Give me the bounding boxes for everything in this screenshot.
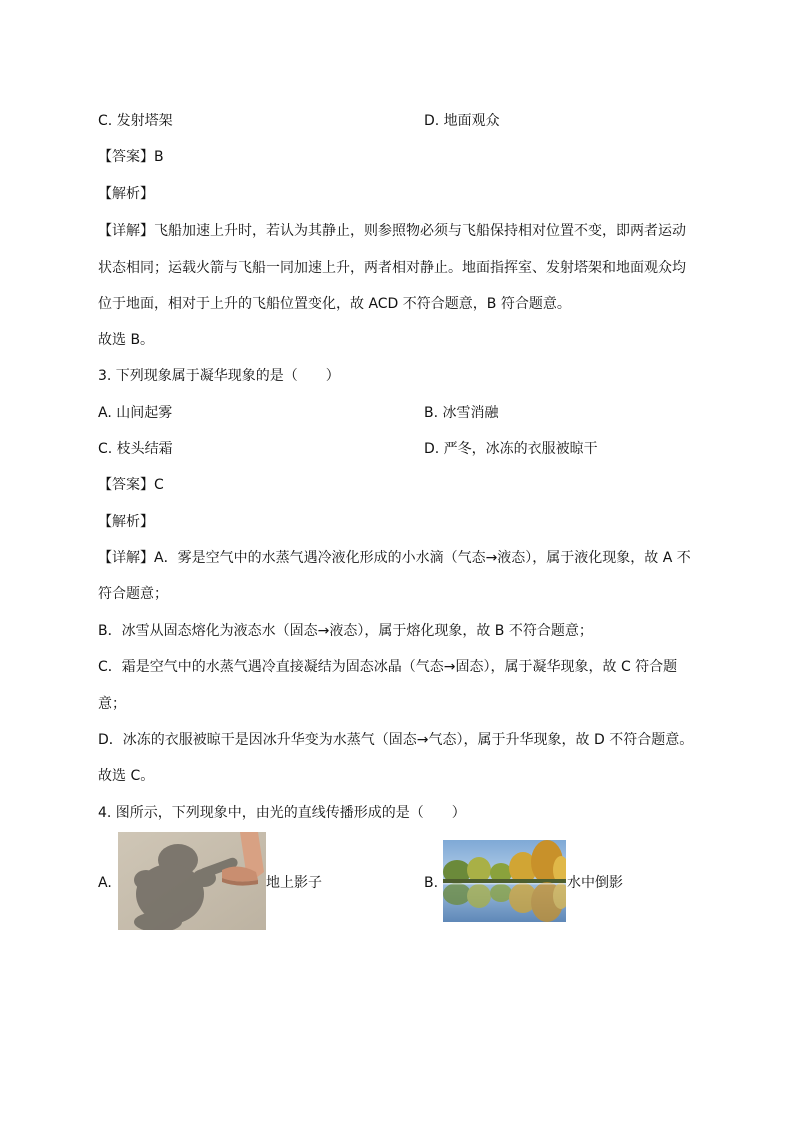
- q2-option-d: D. 地面观众: [424, 113, 500, 129]
- q3-conclusion: 故选 C。: [98, 768, 155, 784]
- reflection-photo: [443, 840, 566, 922]
- q3-analysis-heading: 【解析】: [98, 514, 154, 530]
- q2-detail-line-3: 位于地面，相对于上升的飞船位置变化，故 ACD 不符合题意，B 符合题意。: [98, 296, 571, 312]
- shadow-photo-illustration: [118, 832, 266, 930]
- q3-option-c: C. 枝头结霜: [98, 441, 173, 457]
- q3-detail-line-3: B．冰雪从固态熔化为液态水（固态→液态），属于熔化现象，故 B 不符合题意；: [98, 623, 593, 639]
- q3-option-a: A. 山间起雾: [98, 405, 173, 421]
- q2-detail-line-1: 【详解】飞船加速上升时，若认为其静止，则参照物必须与飞船保持相对位置不变，即两者运动: [98, 223, 686, 239]
- q4-option-a-caption: 地上影子: [266, 875, 322, 891]
- q3-detail-line-5: 意；: [98, 696, 126, 712]
- q3-detail-line-6: D．冰冻的衣服被晾干是因冰升华变为水蒸气（固态→气态），属于升华现象，故 D 不符合题意。: [98, 732, 694, 748]
- q4-option-a-letter: A.: [98, 875, 112, 891]
- q4-option-b-letter: B.: [424, 875, 439, 891]
- q3-detail-line-2: 符合题意；: [98, 586, 168, 602]
- q3-option-d: D. 严冬，冰冻的衣服被晾干: [424, 441, 598, 457]
- q3-stem: 3. 下列现象属于凝华现象的是（ ）: [98, 368, 340, 384]
- q2-detail-line-2: 状态相同；运载火箭与飞船一同加速上升，两者相对静止。地面指挥室、发射塔架和地面观众均: [98, 260, 686, 276]
- q2-analysis-heading: 【解析】: [98, 186, 154, 202]
- q2-conclusion: 故选 B。: [98, 332, 155, 348]
- q3-answer: 【答案】C: [98, 477, 164, 493]
- q2-answer: 【答案】B: [98, 149, 164, 165]
- q3-detail-line-1: 【详解】A．雾是空气中的水蒸气遇冷液化形成的小水滴（气态→液态），属于液化现象，故 A 不: [98, 550, 691, 566]
- q4-stem: 4. 图所示，下列现象中，由光的直线传播形成的是（ ）: [98, 805, 466, 821]
- q2-option-c: C. 发射塔架: [98, 113, 173, 129]
- q3-option-b: B. 冰雪消融: [424, 405, 499, 421]
- q3-detail-line-4: C．霜是空气中的水蒸气遇冷直接凝结为固态冰晶（气态→固态），属于凝华现象，故 C 符合题: [98, 659, 678, 675]
- reflection-photo-illustration: [443, 840, 566, 922]
- shadow-photo: [118, 832, 266, 930]
- q4-option-b-caption: 水中倒影: [567, 875, 623, 891]
